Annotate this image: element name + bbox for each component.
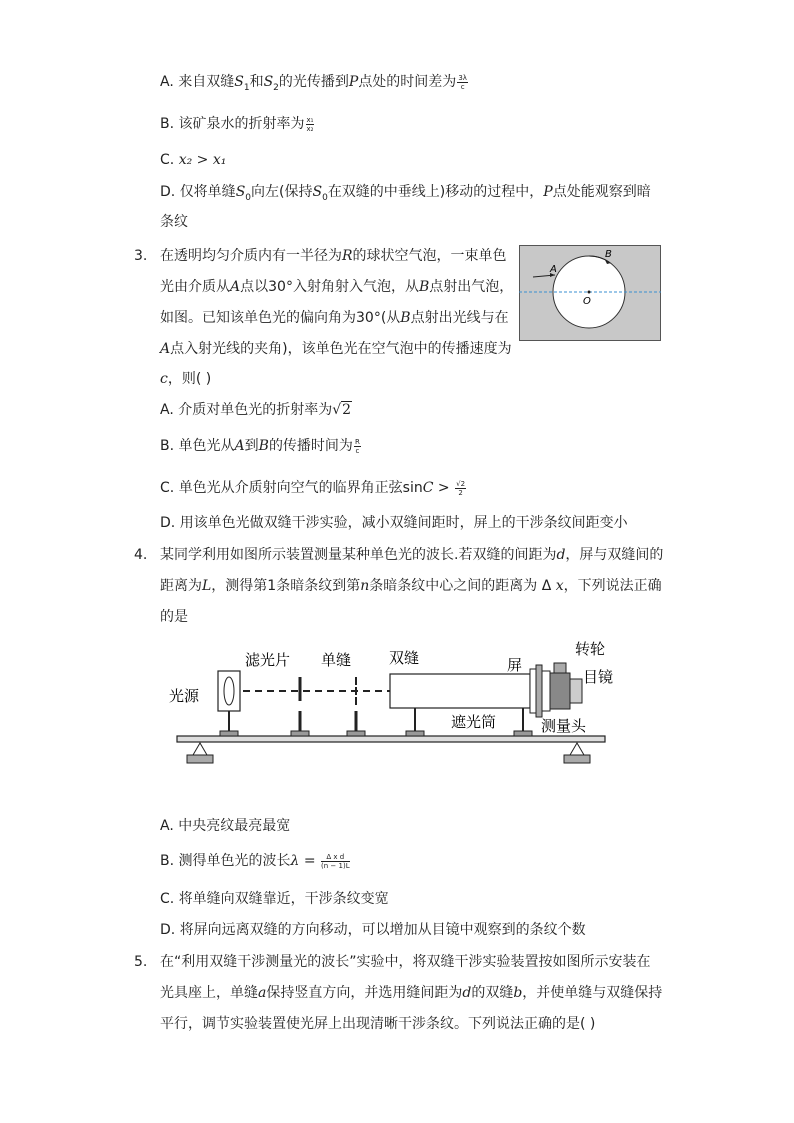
right-support — [570, 743, 584, 755]
wheel-knob — [554, 663, 566, 673]
label-single-slit: 单缝 — [321, 651, 352, 669]
tube-base-right — [514, 731, 532, 736]
double-slit-apparatus-figure — [165, 635, 615, 775]
q4-option-c: C. 将单缝向双缝靠近，干涉条纹变宽 — [160, 891, 389, 907]
q3-option-d: D. 用该单色光做双缝干涉实验，减小双缝间距时，屏上的干涉条纹间距变小 — [160, 515, 628, 531]
q2-option-a: A. 来自双缝$S_1$和$S_2$的光传播到P点处的时间差为 $\frac{3\lambda}{c}$ — [160, 73, 467, 93]
optical-bench — [177, 736, 605, 742]
q5-line1: 在“利用双缝干涉测量光的波长”实验中，将双缝干涉实验装置按如图所示安装在 — [160, 954, 651, 970]
tube-base-left — [406, 731, 424, 736]
q5-line3: 平行，调节实验装置使光屏上出现清晰干涉条纹。下列说法正确的是( ) — [160, 1016, 596, 1032]
q3-number: 3. — [134, 248, 148, 264]
fraction: $\frac{3\lambda}{c}$ — [458, 73, 467, 91]
q3-line5: c，则( ) — [160, 371, 212, 387]
label-measure-head: 测量头 — [541, 717, 587, 735]
label-a: A — [550, 264, 557, 275]
single-slit-base — [347, 731, 365, 736]
label-wheel: 转轮 — [575, 640, 606, 658]
label-tube: 遮光筒 — [451, 713, 497, 731]
center-dot — [588, 291, 591, 294]
q4-option-a: A. 中央亮纹最亮最宽 — [160, 818, 291, 834]
right-foot — [564, 755, 590, 763]
q3-line3: 如图。已知该单色光的偏向角为30°(从B点射出光线与在 — [160, 310, 509, 326]
filter-base — [291, 731, 309, 736]
screen-plate — [530, 669, 536, 713]
label-screen: 屏 — [507, 656, 523, 674]
bubble-figure — [519, 245, 661, 341]
q3-line4: A点入射光线的夹角)，该单色光在空气泡中的传播速度为 — [160, 341, 512, 357]
q4-line3: 的是 — [160, 609, 188, 625]
sqrt: √2 — [332, 402, 352, 418]
label-b: B — [605, 249, 612, 260]
label-light-source: 光源 — [169, 687, 200, 705]
label-o: O — [583, 296, 591, 307]
q2-option-b: B. 该矿泉水的折射率为 $\frac{\text{x₁}}{\text{x₂}}$ — [160, 115, 314, 133]
tube-body — [390, 674, 530, 708]
q2-option-d-line2: 条纹 — [160, 214, 188, 230]
eyepiece-body — [570, 679, 582, 703]
q3-line2: 光由介质从A点以30°入射角射入气泡，从B点射出气泡， — [160, 279, 514, 295]
q4-line2: 距离为L，测得第1条暗条纹到第n条暗条纹中心之间的距离为 Δ x，下列说法正确 — [160, 578, 662, 594]
q5-line2: 光具座上，单缝a保持竖直方向，并选用缝间距为d的双缝b，并使单缝与双缝保持 — [160, 985, 663, 1001]
q2-option-c: C. x₂ > x₁ — [160, 152, 227, 168]
fraction: $\frac{√2}{2}$ — [456, 479, 466, 497]
q4-number: 4. — [134, 547, 148, 563]
measure-head-body — [550, 673, 570, 709]
fraction: $\frac{R}{c}$ — [354, 437, 360, 455]
label-double-slit: 双缝 — [389, 649, 420, 667]
left-foot — [187, 755, 213, 763]
label-filter: 滤光片 — [245, 651, 291, 669]
q4-line1: 某同学利用如图所示装置测量某种单色光的波长.若双缝的间距为d，屏与双缝间的 — [160, 547, 664, 563]
q5-number: 5. — [134, 954, 148, 970]
q3-option-a: A. 介质对单色光的折射率为√2 — [160, 402, 352, 418]
lamp-base — [220, 731, 238, 736]
ring-1 — [536, 665, 542, 717]
q3-line1: 在透明均匀介质内有一半径为R的球状空气泡，一束单色 — [160, 248, 507, 264]
q2-option-d-line1: D. 仅将单缝$S_0$向左(保持$S_0$在双缝的中垂线上)移动的过程中，P点处能观察到暗 — [160, 184, 651, 203]
fraction: $\frac{\text{Δ x d}}{(n - 1)L}$ — [321, 852, 350, 870]
q3-option-b: B. 单色光从A到B的传播时间为 $\frac{R}{c}$ — [160, 437, 360, 455]
fraction: $\frac{\text{x₁}}{\text{x₂}}$ — [306, 115, 314, 133]
ring-2 — [542, 671, 550, 711]
q3-option-c: C. 单色光从介质射向空气的临界角正弦sinC > $\frac{√2}{2}$ — [160, 479, 466, 497]
q4-option-b: B. 测得单色光的波长λ = $\frac{\text{Δ x d}}{(n - 1)L}$ — [160, 852, 350, 870]
left-support — [193, 743, 207, 755]
label-eyepiece: 目镜 — [583, 668, 614, 686]
q4-option-d: D. 将屏向远离双缝的方向移动，可以增加从目镜中观察到的条纹个数 — [160, 922, 586, 938]
